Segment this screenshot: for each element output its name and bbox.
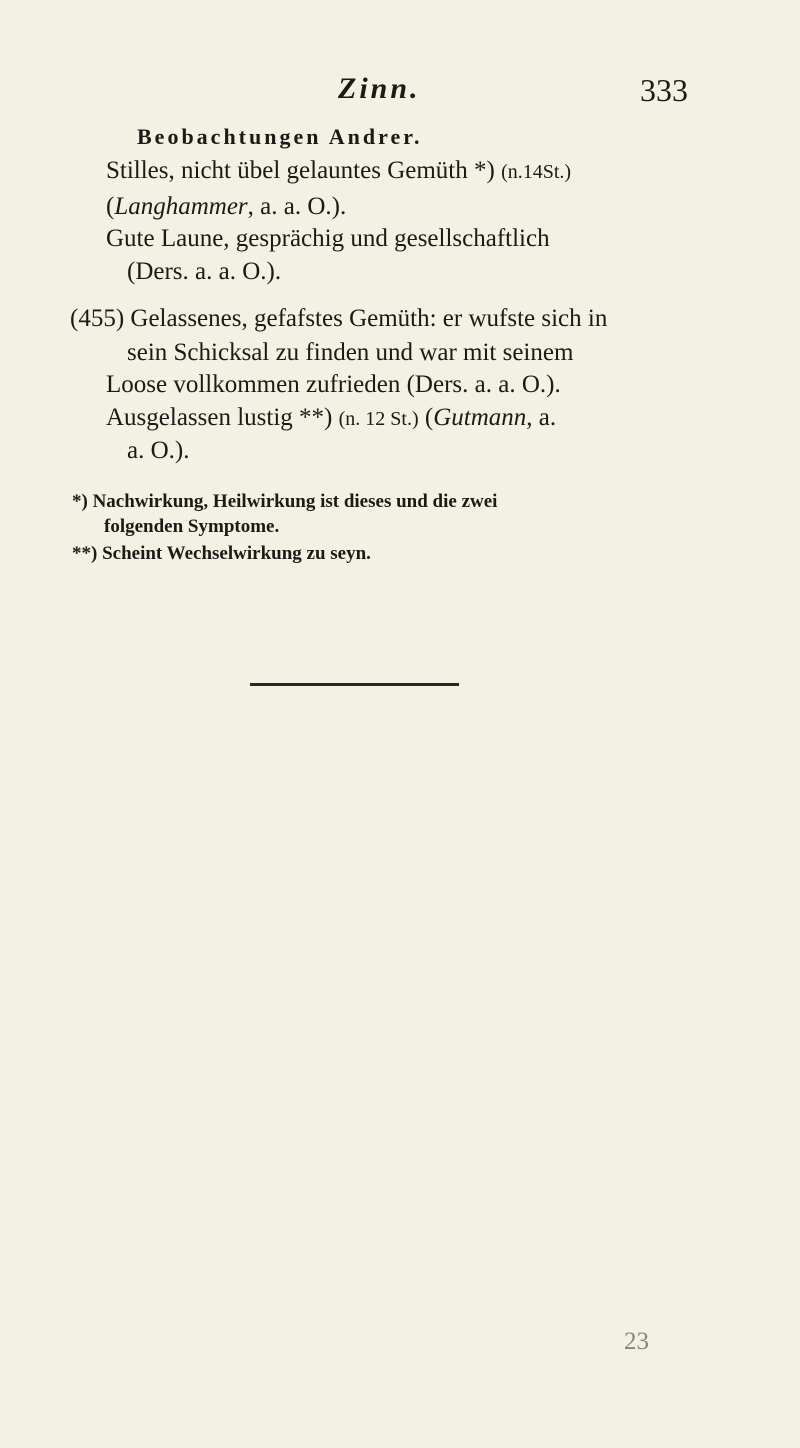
body-line-9: a. O.).: [127, 437, 190, 464]
body-line-7: Loose vollkommen zufrieden (Ders. a. a. O.).: [106, 371, 561, 398]
body-text: Stilles, nicht übel gelauntes Gemüth: [106, 157, 468, 184]
footnote-text: Nachwirkung, Heilwirkung ist dieses und die zwei: [92, 491, 498, 512]
footnote-marker: **): [72, 543, 98, 564]
footnote-2: [72, 543, 371, 565]
author-name: Langhammer: [114, 193, 248, 220]
footnote-marker: *): [474, 157, 495, 184]
footnote-marker: *): [72, 491, 88, 512]
body-line-3: Gute Laune, gesprächig und gesellschaftlich: [106, 225, 550, 252]
observation-time: (n.14St.): [501, 161, 572, 183]
closing-rule: [250, 683, 459, 686]
observation-time: (n. 12 St.): [338, 408, 419, 430]
page-number: 333: [640, 72, 688, 108]
body-line-1: [106, 157, 571, 185]
running-title: Zinn.: [338, 72, 421, 105]
footnote-marker: **): [299, 404, 333, 431]
body-line-2: (Langhammer, a. a. O.).: [106, 193, 347, 220]
symptom-number: (455): [70, 305, 125, 332]
section-heading: Beobachtungen Andrer.: [137, 124, 423, 149]
body-line-5: [70, 305, 607, 333]
author-name: Gutmann: [433, 404, 527, 431]
body-line-6: sein Schicksal zu finden und war mit seinem: [127, 339, 574, 366]
footnote-1: [72, 491, 497, 513]
printer-signature: 23: [624, 1328, 649, 1355]
footnote-text: Scheint Wechselwirkung zu seyn.: [102, 543, 371, 564]
body-line-4: (Ders. a. a. O.).: [127, 258, 282, 285]
body-line-8: Ausgelassen lustig **) (n. 12 St.) (Gutmann, a.: [106, 404, 557, 431]
body-text: Gelassenes, gefafstes Gemüth: er wufste sich in: [130, 305, 608, 332]
body-text: Ausgelassen lustig: [106, 404, 293, 431]
footnote-1-continued: folgenden Symptome.: [104, 516, 280, 537]
